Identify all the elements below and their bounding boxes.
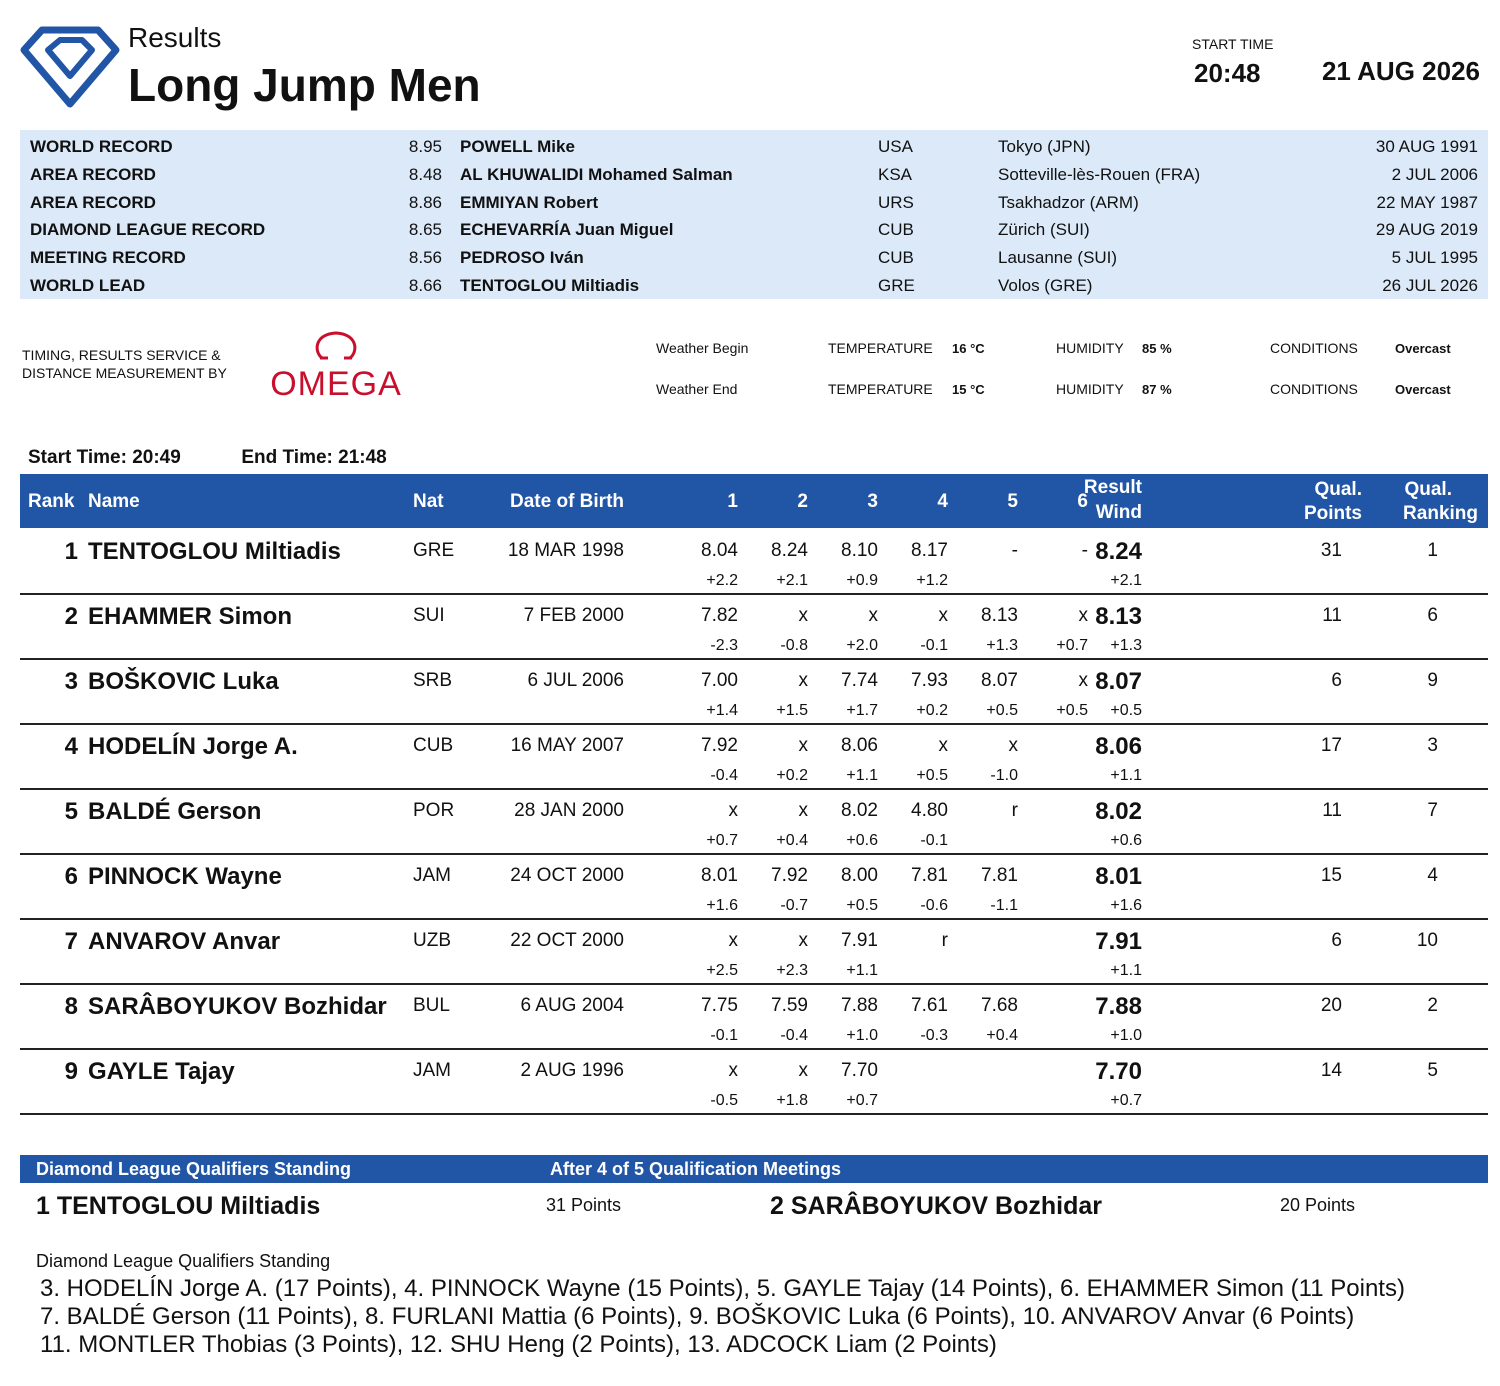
table-row bbox=[20, 725, 1488, 790]
end-time-label: End Time: bbox=[241, 447, 333, 468]
qual-points: 20 bbox=[1320, 995, 1342, 1016]
qual-ranking: 9 bbox=[1427, 670, 1438, 691]
attempt-2: 7.92 bbox=[771, 865, 808, 886]
weather-end-temp: 15 °C bbox=[952, 382, 985, 397]
athlete-nat: POR bbox=[413, 800, 455, 821]
athlete-name: BALDÉ Gerson bbox=[88, 798, 262, 825]
attempt-1: x bbox=[728, 800, 738, 821]
attempt-2: 8.24 bbox=[771, 540, 808, 561]
athlete-dob: 28 JAN 2000 bbox=[514, 800, 624, 821]
attempt-5: x bbox=[1008, 735, 1018, 756]
athlete-nat: CUB bbox=[413, 735, 454, 756]
attempt-4: x bbox=[938, 735, 948, 756]
record-holder: EMMIYAN Robert bbox=[460, 192, 599, 212]
dl-standing-sub-label: Diamond League Qualifiers Standing bbox=[36, 1251, 331, 1271]
table-row bbox=[20, 660, 1488, 725]
attempt-4-wind: -0.1 bbox=[920, 637, 948, 654]
col-attempt-6: 6 bbox=[1077, 491, 1088, 512]
record-holder: PEDROSO Iván bbox=[460, 248, 584, 268]
col-dob: Date of Birth bbox=[510, 491, 624, 512]
record-nat: KSA bbox=[878, 164, 913, 184]
results-table-header bbox=[20, 474, 1488, 528]
qual-points: 15 bbox=[1320, 865, 1342, 886]
qual-ranking: 7 bbox=[1427, 800, 1438, 821]
result-mark: 8.02 bbox=[1095, 798, 1142, 825]
weather-end-hum-label: HUMIDITY bbox=[1056, 381, 1124, 397]
attempt-1-wind: +0.7 bbox=[706, 832, 738, 849]
qual-points: 6 bbox=[1331, 930, 1342, 951]
attempt-5-wind: -1.0 bbox=[990, 767, 1018, 784]
athlete-nat: SRB bbox=[413, 670, 453, 691]
table-row bbox=[20, 985, 1488, 1050]
attempt-3-wind: +1.0 bbox=[846, 1027, 878, 1044]
attempt-3-wind: +0.6 bbox=[846, 832, 878, 849]
attempt-1: 8.04 bbox=[701, 540, 738, 561]
attempt-6: x bbox=[1078, 605, 1088, 626]
attempt-1: 7.00 bbox=[701, 670, 738, 691]
attempt-1: 7.82 bbox=[701, 605, 738, 626]
attempt-5: - bbox=[1011, 540, 1018, 561]
col-qual-points-1: Qual. bbox=[1314, 479, 1362, 500]
attempt-6-wind: +0.5 bbox=[1056, 702, 1088, 719]
record-type: MEETING RECORD bbox=[30, 248, 186, 268]
dl-standing-list bbox=[40, 1275, 1490, 1359]
record-value: 8.66 bbox=[408, 275, 442, 295]
weather-begin-temp-label: TEMPERATURE bbox=[828, 340, 933, 356]
record-type: WORLD LEAD bbox=[30, 275, 146, 295]
result-wind: +0.6 bbox=[1110, 832, 1142, 849]
col-attempt-3: 3 bbox=[867, 491, 878, 512]
record-type: DIAMOND LEAGUE RECORD bbox=[30, 220, 266, 240]
event-times bbox=[28, 447, 387, 469]
dl-second-name: 2 SARÂBOYUKOV Bozhidar bbox=[770, 1192, 1102, 1220]
page-title: Long Jump Men bbox=[128, 59, 481, 111]
attempt-1-wind: +2.5 bbox=[706, 962, 738, 979]
attempt-2-wind: +0.4 bbox=[776, 832, 808, 849]
result-wind: +0.5 bbox=[1110, 702, 1142, 719]
attempt-3: 8.10 bbox=[841, 540, 878, 561]
record-date: 2 JUL 2006 bbox=[1391, 164, 1478, 184]
record-row bbox=[30, 133, 1478, 161]
athlete-name: TENTOGLOU Miltiadis bbox=[88, 538, 341, 565]
attempt-5: r bbox=[1011, 800, 1018, 821]
attempt-4-wind: +0.5 bbox=[916, 767, 948, 784]
timing-credit-line: TIMING, RESULTS SERVICE & bbox=[22, 347, 221, 363]
attempt-3: 7.88 bbox=[841, 995, 878, 1016]
athlete-dob: 6 JUL 2006 bbox=[527, 670, 624, 691]
result-mark: 8.07 bbox=[1095, 668, 1142, 695]
attempt-1: 7.92 bbox=[701, 735, 738, 756]
athlete-dob: 7 FEB 2000 bbox=[523, 605, 624, 626]
athlete-nat: JAM bbox=[413, 865, 451, 886]
page-subtitle: Results bbox=[128, 22, 222, 53]
attempt-2-wind: -0.4 bbox=[780, 1027, 808, 1044]
athlete-rank: 1 bbox=[64, 538, 78, 565]
athlete-name: BOŠKOVIC Luka bbox=[88, 668, 279, 695]
dl-standing-line: 3. HODELÍN Jorge A. (17 Points), 4. PINNOCK Wayne (15 Points), 5. GAYLE Tajay (14 Points), 6. EHAMMER Simon (11 Points) bbox=[40, 1275, 1405, 1302]
record-venue: Tokyo (JPN) bbox=[998, 137, 1091, 156]
attempt-2: x bbox=[798, 800, 808, 821]
result-mark: 7.91 bbox=[1095, 928, 1142, 955]
attempt-4: 7.93 bbox=[911, 670, 948, 691]
event-date: 21 AUG 2026 bbox=[1321, 56, 1480, 86]
attempt-3: x bbox=[868, 605, 878, 626]
qual-ranking: 3 bbox=[1427, 735, 1438, 756]
attempt-4-wind: +1.2 bbox=[916, 572, 948, 589]
record-nat: USA bbox=[878, 137, 913, 156]
athlete-nat: GRE bbox=[413, 540, 455, 561]
timing-credit bbox=[22, 346, 262, 382]
athlete-dob: 24 OCT 2000 bbox=[510, 865, 624, 886]
results-table-body bbox=[20, 530, 1488, 1115]
athlete-rank: 4 bbox=[64, 733, 78, 760]
omega-symbol-icon bbox=[317, 333, 355, 358]
result-mark: 7.70 bbox=[1095, 1058, 1142, 1085]
attempt-4-wind: -0.6 bbox=[920, 897, 948, 914]
attempt-3: 8.06 bbox=[841, 735, 878, 756]
athlete-name: GAYLE Tajay bbox=[88, 1058, 235, 1085]
athlete-rank: 7 bbox=[64, 928, 78, 955]
athlete-name: EHAMMER Simon bbox=[88, 603, 292, 630]
col-name: Name bbox=[88, 491, 140, 512]
attempt-2: 7.59 bbox=[771, 995, 808, 1016]
attempt-3: 7.70 bbox=[841, 1060, 878, 1081]
record-row bbox=[30, 161, 1478, 189]
weather-begin-hum: 85 % bbox=[1142, 341, 1172, 356]
result-mark: 8.06 bbox=[1095, 733, 1142, 760]
col-wind: Wind bbox=[1095, 502, 1142, 523]
attempt-4-wind: -0.1 bbox=[920, 832, 948, 849]
attempt-1: 7.75 bbox=[701, 995, 738, 1016]
qual-ranking: 6 bbox=[1427, 605, 1438, 626]
result-wind: +1.1 bbox=[1110, 962, 1142, 979]
athlete-name: PINNOCK Wayne bbox=[88, 863, 282, 890]
athlete-name: ANVAROV Anvar bbox=[88, 928, 281, 955]
attempt-4: 7.61 bbox=[911, 995, 948, 1016]
record-holder: TENTOGLOU Miltiadis bbox=[460, 275, 640, 295]
athlete-rank: 2 bbox=[64, 603, 78, 630]
result-wind: +1.6 bbox=[1110, 897, 1142, 914]
start-time: 20:49 bbox=[132, 447, 181, 468]
record-nat: CUB bbox=[878, 220, 914, 240]
athlete-name: SARÂBOYUKOV Bozhidar bbox=[88, 993, 387, 1020]
attempt-2-wind: +0.2 bbox=[776, 767, 808, 784]
athlete-dob: 18 MAR 1998 bbox=[507, 540, 624, 561]
diamond-league-logo-icon bbox=[20, 26, 120, 108]
record-type: WORLD RECORD bbox=[30, 137, 173, 156]
qual-points: 11 bbox=[1322, 800, 1342, 821]
attempt-4: 7.81 bbox=[911, 865, 948, 886]
attempt-2: x bbox=[798, 735, 808, 756]
attempt-1-wind: -0.1 bbox=[710, 1027, 738, 1044]
record-date: 30 AUG 1991 bbox=[1375, 137, 1478, 156]
attempt-3: 8.00 bbox=[841, 865, 878, 886]
athlete-dob: 22 OCT 2000 bbox=[510, 930, 624, 951]
attempt-1: x bbox=[728, 930, 738, 951]
attempt-3: 7.91 bbox=[841, 930, 878, 951]
record-nat: GRE bbox=[878, 275, 915, 295]
end-time: 21:48 bbox=[338, 447, 387, 468]
weather-begin-hum-label: HUMIDITY bbox=[1056, 340, 1124, 356]
record-row bbox=[30, 189, 1478, 217]
attempt-5: 8.13 bbox=[981, 605, 1018, 626]
start-time-label: START TIME bbox=[1192, 36, 1274, 52]
start-time-value: 20:48 bbox=[1194, 58, 1261, 88]
attempt-5-wind: +0.4 bbox=[986, 1027, 1018, 1044]
attempt-4-wind: -0.3 bbox=[920, 1027, 948, 1044]
athlete-nat: SUI bbox=[413, 605, 445, 626]
records-panel bbox=[20, 130, 1488, 299]
attempt-5-wind: -1.1 bbox=[990, 897, 1018, 914]
qual-points: 14 bbox=[1320, 1060, 1342, 1081]
result-wind: +1.0 bbox=[1110, 1027, 1142, 1044]
attempt-5-wind: +0.5 bbox=[986, 702, 1018, 719]
attempt-1-wind: +2.2 bbox=[706, 572, 738, 589]
attempt-3-wind: +0.7 bbox=[846, 1092, 878, 1109]
col-rank: Rank bbox=[28, 491, 75, 512]
table-row bbox=[20, 1050, 1488, 1115]
qual-points: 31 bbox=[1320, 540, 1342, 561]
attempt-3: 8.02 bbox=[841, 800, 878, 821]
col-qual-ranking-2: Ranking bbox=[1403, 503, 1478, 524]
attempt-4-wind: +0.2 bbox=[916, 702, 948, 719]
result-mark: 8.01 bbox=[1095, 863, 1142, 890]
attempt-2-wind: +1.8 bbox=[776, 1092, 808, 1109]
attempt-2: x bbox=[798, 1060, 808, 1081]
attempt-3-wind: +1.1 bbox=[846, 767, 878, 784]
attempt-5: 7.68 bbox=[981, 995, 1018, 1016]
attempt-5: 8.07 bbox=[981, 670, 1018, 691]
dl-first-points: 31 Points bbox=[546, 1195, 622, 1215]
attempt-6-wind: +0.7 bbox=[1056, 637, 1088, 654]
record-row bbox=[30, 244, 1478, 272]
dl-standing-line: 7. BALDÉ Gerson (11 Points), 8. FURLANI Mattia (6 Points), 9. BOŠKOVIC Luka (6 Points), 10. ANVAROV Anvar (6 Points) bbox=[40, 1303, 1355, 1330]
record-type: AREA RECORD bbox=[30, 164, 156, 184]
attempt-4: 8.17 bbox=[911, 540, 948, 561]
col-nat: Nat bbox=[413, 491, 444, 512]
athlete-dob: 16 MAY 2007 bbox=[510, 735, 624, 756]
omega-logo bbox=[262, 328, 410, 402]
record-value: 8.95 bbox=[408, 137, 442, 156]
attempt-2-wind: +2.3 bbox=[776, 962, 808, 979]
attempt-1-wind: +1.6 bbox=[706, 897, 738, 914]
result-mark: 8.24 bbox=[1095, 538, 1142, 565]
start-time-label: Start Time: bbox=[28, 447, 127, 468]
attempt-5: 7.81 bbox=[981, 865, 1018, 886]
attempt-3-wind: +0.9 bbox=[846, 572, 878, 589]
record-row bbox=[30, 272, 1478, 300]
weather-begin-cond: Overcast bbox=[1395, 341, 1451, 356]
weather-begin-temp: 16 °C bbox=[952, 341, 985, 356]
record-row bbox=[30, 216, 1478, 244]
dl-second-points: 20 Points bbox=[1280, 1195, 1356, 1215]
timing-credit-line: DISTANCE MEASUREMENT BY bbox=[22, 365, 227, 381]
attempt-2: x bbox=[798, 605, 808, 626]
result-wind: +2.1 bbox=[1110, 572, 1142, 589]
record-venue: Sotteville-lès-Rouen (FRA) bbox=[998, 164, 1201, 184]
record-holder: POWELL Mike bbox=[460, 137, 575, 156]
attempt-6: x bbox=[1078, 670, 1088, 691]
col-attempt-5: 5 bbox=[1007, 491, 1018, 512]
col-qual-ranking-1: Qual. bbox=[1404, 479, 1452, 500]
athlete-nat: JAM bbox=[413, 1060, 451, 1081]
attempt-2-wind: -0.8 bbox=[780, 637, 808, 654]
attempt-1: x bbox=[728, 1060, 738, 1081]
record-holder: AL KHUWALIDI Mohamed Salman bbox=[460, 164, 733, 184]
qual-ranking: 2 bbox=[1427, 995, 1438, 1016]
attempt-2-wind: +1.5 bbox=[776, 702, 808, 719]
athlete-dob: 6 AUG 2004 bbox=[520, 995, 624, 1016]
attempt-2: x bbox=[798, 930, 808, 951]
attempt-1-wind: -0.4 bbox=[710, 767, 738, 784]
table-row bbox=[20, 920, 1488, 985]
weather-end-label: Weather End bbox=[656, 381, 738, 397]
col-attempt-1: 1 bbox=[727, 491, 738, 512]
record-venue: Lausanne (SUI) bbox=[998, 248, 1118, 268]
record-date: 26 JUL 2026 bbox=[1382, 275, 1478, 295]
record-type: AREA RECORD bbox=[30, 192, 156, 212]
attempt-3-wind: +2.0 bbox=[846, 637, 878, 654]
record-venue: Zürich (SUI) bbox=[998, 220, 1090, 240]
athlete-rank: 9 bbox=[64, 1058, 78, 1085]
col-attempt-4: 4 bbox=[937, 491, 948, 512]
result-wind: +0.7 bbox=[1110, 1092, 1142, 1109]
record-holder: ECHEVARRÍA Juan Miguel bbox=[460, 220, 674, 240]
attempt-5-wind: +1.3 bbox=[986, 637, 1018, 654]
col-attempt-2: 2 bbox=[797, 491, 808, 512]
weather-end-hum: 87 % bbox=[1142, 382, 1172, 397]
table-row bbox=[20, 855, 1488, 920]
athlete-rank: 8 bbox=[64, 993, 78, 1020]
attempt-1: 8.01 bbox=[701, 865, 738, 886]
attempt-1-wind: +1.4 bbox=[706, 702, 738, 719]
result-mark: 7.88 bbox=[1095, 993, 1142, 1020]
result-mark: 8.13 bbox=[1095, 603, 1142, 630]
attempt-1-wind: -0.5 bbox=[710, 1092, 738, 1109]
athlete-rank: 6 bbox=[64, 863, 78, 890]
qual-ranking: 1 bbox=[1427, 540, 1438, 561]
table-row bbox=[20, 595, 1488, 660]
record-venue: Volos (GRE) bbox=[998, 275, 1093, 295]
record-date: 5 JUL 1995 bbox=[1391, 248, 1478, 268]
result-wind: +1.1 bbox=[1110, 767, 1142, 784]
qual-ranking: 4 bbox=[1427, 865, 1438, 886]
weather-end-cond-label: CONDITIONS bbox=[1270, 381, 1358, 397]
record-value: 8.48 bbox=[408, 164, 442, 184]
dl-first-name: 1 TENTOGLOU Miltiadis bbox=[36, 1192, 321, 1220]
athlete-nat: UZB bbox=[413, 930, 451, 951]
omega-wordmark: OMEGA bbox=[270, 365, 402, 402]
athlete-rank: 3 bbox=[64, 668, 78, 695]
athlete-name: HODELÍN Jorge A. bbox=[88, 733, 298, 760]
dl-meetings-info: After 4 of 5 Qualification Meetings bbox=[550, 1159, 842, 1179]
attempt-3: 7.74 bbox=[841, 670, 878, 691]
record-value: 8.65 bbox=[408, 220, 442, 240]
record-venue: Tsakhadzor (ARM) bbox=[998, 192, 1139, 212]
col-result: Result bbox=[1083, 477, 1142, 498]
attempt-1-wind: -2.3 bbox=[710, 637, 738, 654]
attempt-3-wind: +1.7 bbox=[846, 702, 878, 719]
attempt-2: x bbox=[798, 670, 808, 691]
attempt-2-wind: +2.1 bbox=[776, 572, 808, 589]
weather-begin-cond-label: CONDITIONS bbox=[1270, 340, 1358, 356]
dl-standing-title: Diamond League Qualifiers Standing bbox=[36, 1159, 352, 1179]
record-date: 29 AUG 2019 bbox=[1375, 220, 1478, 240]
result-wind: +1.3 bbox=[1110, 637, 1142, 654]
dl-standing-line: 11. MONTLER Thobias (3 Points), 12. SHU Heng (2 Points), 13. ADCOCK Liam (2 Points) bbox=[40, 1331, 997, 1358]
weather-end-cond: Overcast bbox=[1395, 382, 1451, 397]
athlete-rank: 5 bbox=[64, 798, 78, 825]
col-qual-points-2: Points bbox=[1303, 503, 1362, 524]
attempt-4: r bbox=[941, 930, 948, 951]
qual-points: 11 bbox=[1322, 605, 1342, 626]
dl-standing-bar bbox=[20, 1155, 1488, 1183]
qual-ranking: 5 bbox=[1427, 1060, 1438, 1081]
table-row bbox=[20, 530, 1488, 595]
record-date: 22 MAY 1987 bbox=[1376, 192, 1478, 212]
attempt-3-wind: +1.1 bbox=[846, 962, 878, 979]
weather-end-temp-label: TEMPERATURE bbox=[828, 381, 933, 397]
record-value: 8.86 bbox=[408, 192, 442, 212]
qual-points: 6 bbox=[1331, 670, 1342, 691]
record-nat: URS bbox=[878, 192, 914, 212]
table-row bbox=[20, 790, 1488, 855]
record-nat: CUB bbox=[878, 248, 914, 268]
qual-ranking: 10 bbox=[1416, 930, 1438, 951]
athlete-nat: BUL bbox=[413, 995, 450, 1016]
attempt-6: - bbox=[1081, 540, 1088, 561]
record-value: 8.56 bbox=[408, 248, 442, 268]
attempt-4: 4.80 bbox=[911, 800, 948, 821]
attempt-3-wind: +0.5 bbox=[846, 897, 878, 914]
attempt-2-wind: -0.7 bbox=[780, 897, 808, 914]
qual-points: 17 bbox=[1320, 735, 1342, 756]
weather-begin-label: Weather Begin bbox=[656, 340, 749, 356]
athlete-dob: 2 AUG 1996 bbox=[520, 1060, 624, 1081]
attempt-4: x bbox=[938, 605, 948, 626]
